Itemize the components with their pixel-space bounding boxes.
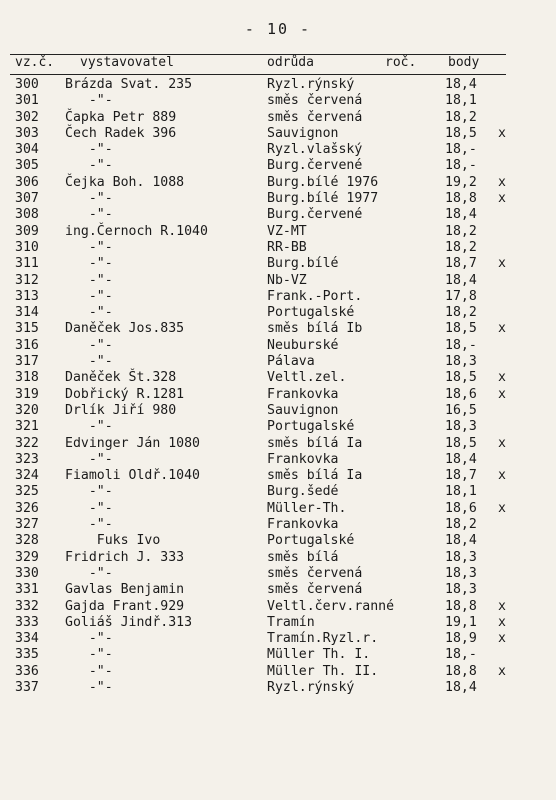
entry-points: 16,5 xyxy=(445,402,477,418)
table-row xyxy=(10,158,530,174)
entry-variety: Portugalské xyxy=(267,533,355,549)
entry-points: 18,3 xyxy=(445,419,477,435)
entry-exhibitor: -"- xyxy=(65,142,113,158)
entry-points: 18,5 xyxy=(445,435,477,451)
entry-mark: x xyxy=(498,370,506,386)
entry-mark: x xyxy=(498,435,506,451)
entry-number: 300 xyxy=(15,77,39,92)
header-exhibitor: vystavovatel xyxy=(80,55,174,70)
entry-number: 314 xyxy=(15,305,39,321)
entry-number: 333 xyxy=(15,614,39,630)
table-row xyxy=(10,664,530,680)
table-row xyxy=(10,256,530,272)
entry-points: 18,6 xyxy=(445,386,477,402)
entry-points: 18,2 xyxy=(445,223,477,239)
entry-exhibitor: -"- xyxy=(65,679,113,695)
entry-exhibitor: -"- xyxy=(65,191,113,207)
entry-variety: Müller-Th. xyxy=(267,500,347,516)
entry-mark: x xyxy=(498,125,506,141)
header-number: vz.č. xyxy=(15,55,55,70)
table-row xyxy=(10,517,530,533)
entry-number: 329 xyxy=(15,549,39,565)
entry-points: 19,2 xyxy=(445,174,477,190)
entry-exhibitor: -"- xyxy=(65,93,113,109)
table-row xyxy=(10,484,530,500)
entry-variety: VZ-MT xyxy=(267,223,307,239)
entry-mark: x xyxy=(498,663,506,679)
entry-number: 312 xyxy=(15,272,39,288)
entry-number: 334 xyxy=(15,631,39,647)
entry-mark: x xyxy=(498,386,506,402)
entry-variety: Sauvignon xyxy=(267,402,339,418)
entry-number: 328 xyxy=(15,533,39,549)
entry-points: 18,4 xyxy=(445,272,477,288)
entry-number: 319 xyxy=(15,386,39,402)
entry-variety: Burg.šedé xyxy=(267,484,339,500)
entry-variety: Tramín.Ryzl.r. xyxy=(267,631,379,647)
entry-variety: Veltl.zel. xyxy=(267,370,347,386)
entry-points: 18,1 xyxy=(445,93,477,109)
entry-number: 330 xyxy=(15,565,39,581)
entry-variety: Neuburské xyxy=(267,337,339,353)
entry-exhibitor: Gajda Frant.929 xyxy=(65,598,185,614)
entry-variety: Veltl.červ.ranné xyxy=(267,598,395,614)
entry-number: 305 xyxy=(15,158,39,174)
entry-exhibitor: Daněček Jos.835 xyxy=(65,321,185,337)
entry-variety: směs červená xyxy=(267,582,363,598)
header-rule-bottom xyxy=(10,74,506,75)
entry-variety: směs červená xyxy=(267,109,363,125)
entry-points: 19,1 xyxy=(445,614,477,630)
entry-exhibitor: Čapka Petr 889 xyxy=(65,109,177,125)
entry-exhibitor: Dobřický R.1281 xyxy=(65,386,185,402)
table-row xyxy=(10,566,530,582)
entry-mark: x xyxy=(498,468,506,484)
entry-variety: Ryzl.vlašský xyxy=(267,142,363,158)
table-row xyxy=(10,321,530,337)
entry-variety: Portugalské xyxy=(267,419,355,435)
entry-exhibitor: Edvinger Ján 1080 xyxy=(65,435,200,451)
table-row xyxy=(10,533,530,549)
entry-points: 18,4 xyxy=(445,533,477,549)
entry-points: 18,9 xyxy=(445,631,477,647)
entry-exhibitor: Fiamoli Oldř.1040 xyxy=(65,468,200,484)
entry-exhibitor: -"- xyxy=(65,631,113,647)
entry-exhibitor: Goliáš Jindř.313 xyxy=(65,614,193,630)
entry-number: 320 xyxy=(15,402,39,418)
entry-variety: Frankovka xyxy=(267,451,339,467)
entry-number: 337 xyxy=(15,679,39,695)
entry-variety: Burg.červené xyxy=(267,207,363,223)
entry-variety: Frankovka xyxy=(267,517,339,533)
entry-variety: směs bílá xyxy=(267,549,339,565)
entry-exhibitor: -"- xyxy=(65,305,113,321)
entry-exhibitor: -"- xyxy=(65,484,113,500)
entry-points: 18,5 xyxy=(445,125,477,141)
entry-number: 318 xyxy=(15,370,39,386)
entry-number: 321 xyxy=(15,419,39,435)
entry-points: 18,4 xyxy=(445,679,477,695)
table-row xyxy=(10,550,530,566)
entry-number: 324 xyxy=(15,468,39,484)
table-row xyxy=(10,452,530,468)
entry-variety: směs bílá Ia xyxy=(267,435,363,451)
entry-number: 304 xyxy=(15,142,39,158)
entry-number: 303 xyxy=(15,125,39,141)
entry-exhibitor: Fuks Ivo xyxy=(65,533,161,549)
entry-points: 18,8 xyxy=(445,191,477,207)
entry-exhibitor: -"- xyxy=(65,647,113,663)
entry-mark: x xyxy=(498,500,506,516)
table-row xyxy=(10,142,530,158)
header-points: body xyxy=(448,55,480,70)
entry-points: 18,7 xyxy=(445,256,477,272)
entry-points: 18,2 xyxy=(445,239,477,255)
table-row xyxy=(10,110,530,126)
entry-number: 301 xyxy=(15,93,39,109)
entry-points: 18,4 xyxy=(445,77,477,92)
entry-points: 18,8 xyxy=(445,598,477,614)
entry-points: 18,6 xyxy=(445,500,477,516)
entry-points: 18,- xyxy=(445,158,477,174)
entry-exhibitor: -"- xyxy=(65,663,113,679)
entry-number: 309 xyxy=(15,223,39,239)
table-row xyxy=(10,680,530,696)
entry-number: 332 xyxy=(15,598,39,614)
entry-mark: x xyxy=(498,191,506,207)
entry-number: 307 xyxy=(15,191,39,207)
table-row xyxy=(10,175,530,191)
header-variety: odrůda xyxy=(267,55,314,70)
entry-points: 18,- xyxy=(445,337,477,353)
entry-exhibitor: -"- xyxy=(65,256,113,272)
entry-points: 18,7 xyxy=(445,468,477,484)
entry-points: 17,8 xyxy=(445,288,477,304)
entry-number: 317 xyxy=(15,354,39,370)
entry-variety: Frankovka xyxy=(267,386,339,402)
entry-variety: RR-BB xyxy=(267,239,307,255)
entry-number: 316 xyxy=(15,337,39,353)
entry-exhibitor: ing.Černoch R.1040 xyxy=(65,223,208,239)
entry-number: 308 xyxy=(15,207,39,223)
entry-number: 331 xyxy=(15,582,39,598)
table-row xyxy=(10,631,530,647)
table-row xyxy=(10,93,530,109)
table-row xyxy=(10,305,530,321)
table-row xyxy=(10,354,530,370)
table-row xyxy=(10,338,530,354)
entry-exhibitor: Brázda Svat. 235 xyxy=(65,77,193,92)
entry-points: 18,3 xyxy=(445,565,477,581)
entry-variety: Müller Th. I. xyxy=(267,647,371,663)
table-row xyxy=(10,468,530,484)
entry-variety: Burg.bílé xyxy=(267,256,339,272)
table-row xyxy=(10,273,530,289)
entry-variety: Frank.-Port. xyxy=(267,288,363,304)
entry-variety: Tramín xyxy=(267,614,315,630)
entry-variety: Pálava xyxy=(267,354,315,370)
table-row xyxy=(10,387,530,403)
entry-number: 315 xyxy=(15,321,39,337)
table-row xyxy=(10,126,530,142)
entry-exhibitor: Fridrich J. 333 xyxy=(65,549,185,565)
entry-points: 18,2 xyxy=(445,109,477,125)
entry-number: 323 xyxy=(15,451,39,467)
table-body xyxy=(10,77,530,696)
entry-exhibitor: -"- xyxy=(65,517,113,533)
entry-mark: x xyxy=(498,174,506,190)
table-row xyxy=(10,436,530,452)
table-row xyxy=(10,419,530,435)
entry-mark: x xyxy=(498,321,506,337)
entry-exhibitor: -"- xyxy=(65,288,113,304)
entry-exhibitor: -"- xyxy=(65,354,113,370)
entry-number: 313 xyxy=(15,288,39,304)
entry-exhibitor: -"- xyxy=(65,239,113,255)
entry-variety: směs bílá Ib xyxy=(267,321,363,337)
entry-variety: Burg.červené xyxy=(267,158,363,174)
table-row xyxy=(10,403,530,419)
entry-variety: Sauvignon xyxy=(267,125,339,141)
entry-mark: x xyxy=(498,631,506,647)
table-row xyxy=(10,501,530,517)
entry-number: 336 xyxy=(15,663,39,679)
entry-variety: Burg.bílé 1977 xyxy=(267,191,379,207)
entry-points: 18,- xyxy=(445,142,477,158)
page-number: - 10 - xyxy=(244,20,312,38)
header-year: roč. xyxy=(385,55,417,70)
entry-points: 18,2 xyxy=(445,517,477,533)
entry-number: 306 xyxy=(15,174,39,190)
entry-points: 18,3 xyxy=(445,354,477,370)
entry-points: 18,4 xyxy=(445,207,477,223)
entry-variety: Müller Th. II. xyxy=(267,663,379,679)
entry-exhibitor: Čejka Boh. 1088 xyxy=(65,174,185,190)
entry-points: 18,3 xyxy=(445,549,477,565)
entry-points: 18,4 xyxy=(445,451,477,467)
entry-exhibitor: -"- xyxy=(65,419,113,435)
entry-exhibitor: Daněček Št.328 xyxy=(65,370,177,386)
table-row xyxy=(10,582,530,598)
entry-number: 326 xyxy=(15,500,39,516)
entry-number: 327 xyxy=(15,517,39,533)
entry-variety: Ryzl.rýnský xyxy=(267,679,355,695)
entry-number: 322 xyxy=(15,435,39,451)
table-row xyxy=(10,615,530,631)
entry-mark: x xyxy=(498,614,506,630)
table-row xyxy=(10,599,530,615)
entry-exhibitor: -"- xyxy=(65,337,113,353)
entry-points: 18,2 xyxy=(445,305,477,321)
entry-variety: Nb-VZ xyxy=(267,272,307,288)
table-row xyxy=(10,289,530,305)
entry-exhibitor: -"- xyxy=(65,272,113,288)
entry-mark: x xyxy=(498,598,506,614)
entry-variety: Portugalské xyxy=(267,305,355,321)
entry-number: 325 xyxy=(15,484,39,500)
entry-number: 302 xyxy=(15,109,39,125)
table-row xyxy=(10,224,530,240)
entry-number: 311 xyxy=(15,256,39,272)
entry-variety: směs bílá Ia xyxy=(267,468,363,484)
table-row xyxy=(10,77,530,93)
entry-variety: Burg.bílé 1976 xyxy=(267,174,379,190)
entry-points: 18,8 xyxy=(445,663,477,679)
table-row xyxy=(10,191,530,207)
entry-exhibitor: -"- xyxy=(65,451,113,467)
entry-exhibitor: Gavlas Benjamin xyxy=(65,582,185,598)
entry-mark: x xyxy=(498,256,506,272)
entry-variety: Ryzl.rýnský xyxy=(267,77,355,92)
entry-variety: směs červená xyxy=(267,565,363,581)
entry-exhibitor: -"- xyxy=(65,207,113,223)
entry-points: 18,5 xyxy=(445,321,477,337)
entry-points: 18,1 xyxy=(445,484,477,500)
entry-exhibitor: -"- xyxy=(65,500,113,516)
table-row xyxy=(10,370,530,386)
entry-number: 335 xyxy=(15,647,39,663)
table-row xyxy=(10,647,530,663)
entry-exhibitor: Drlík Jiří 980 xyxy=(65,402,177,418)
entry-number: 310 xyxy=(15,239,39,255)
entry-points: 18,5 xyxy=(445,370,477,386)
table-header xyxy=(10,55,510,73)
table-row xyxy=(10,207,530,223)
table-row xyxy=(10,240,530,256)
entry-points: 18,- xyxy=(445,647,477,663)
entry-exhibitor: -"- xyxy=(65,158,113,174)
entry-points: 18,3 xyxy=(445,582,477,598)
entry-exhibitor: Čech Radek 396 xyxy=(65,125,177,141)
entry-variety: směs červená xyxy=(267,93,363,109)
entry-exhibitor: -"- xyxy=(65,565,113,581)
